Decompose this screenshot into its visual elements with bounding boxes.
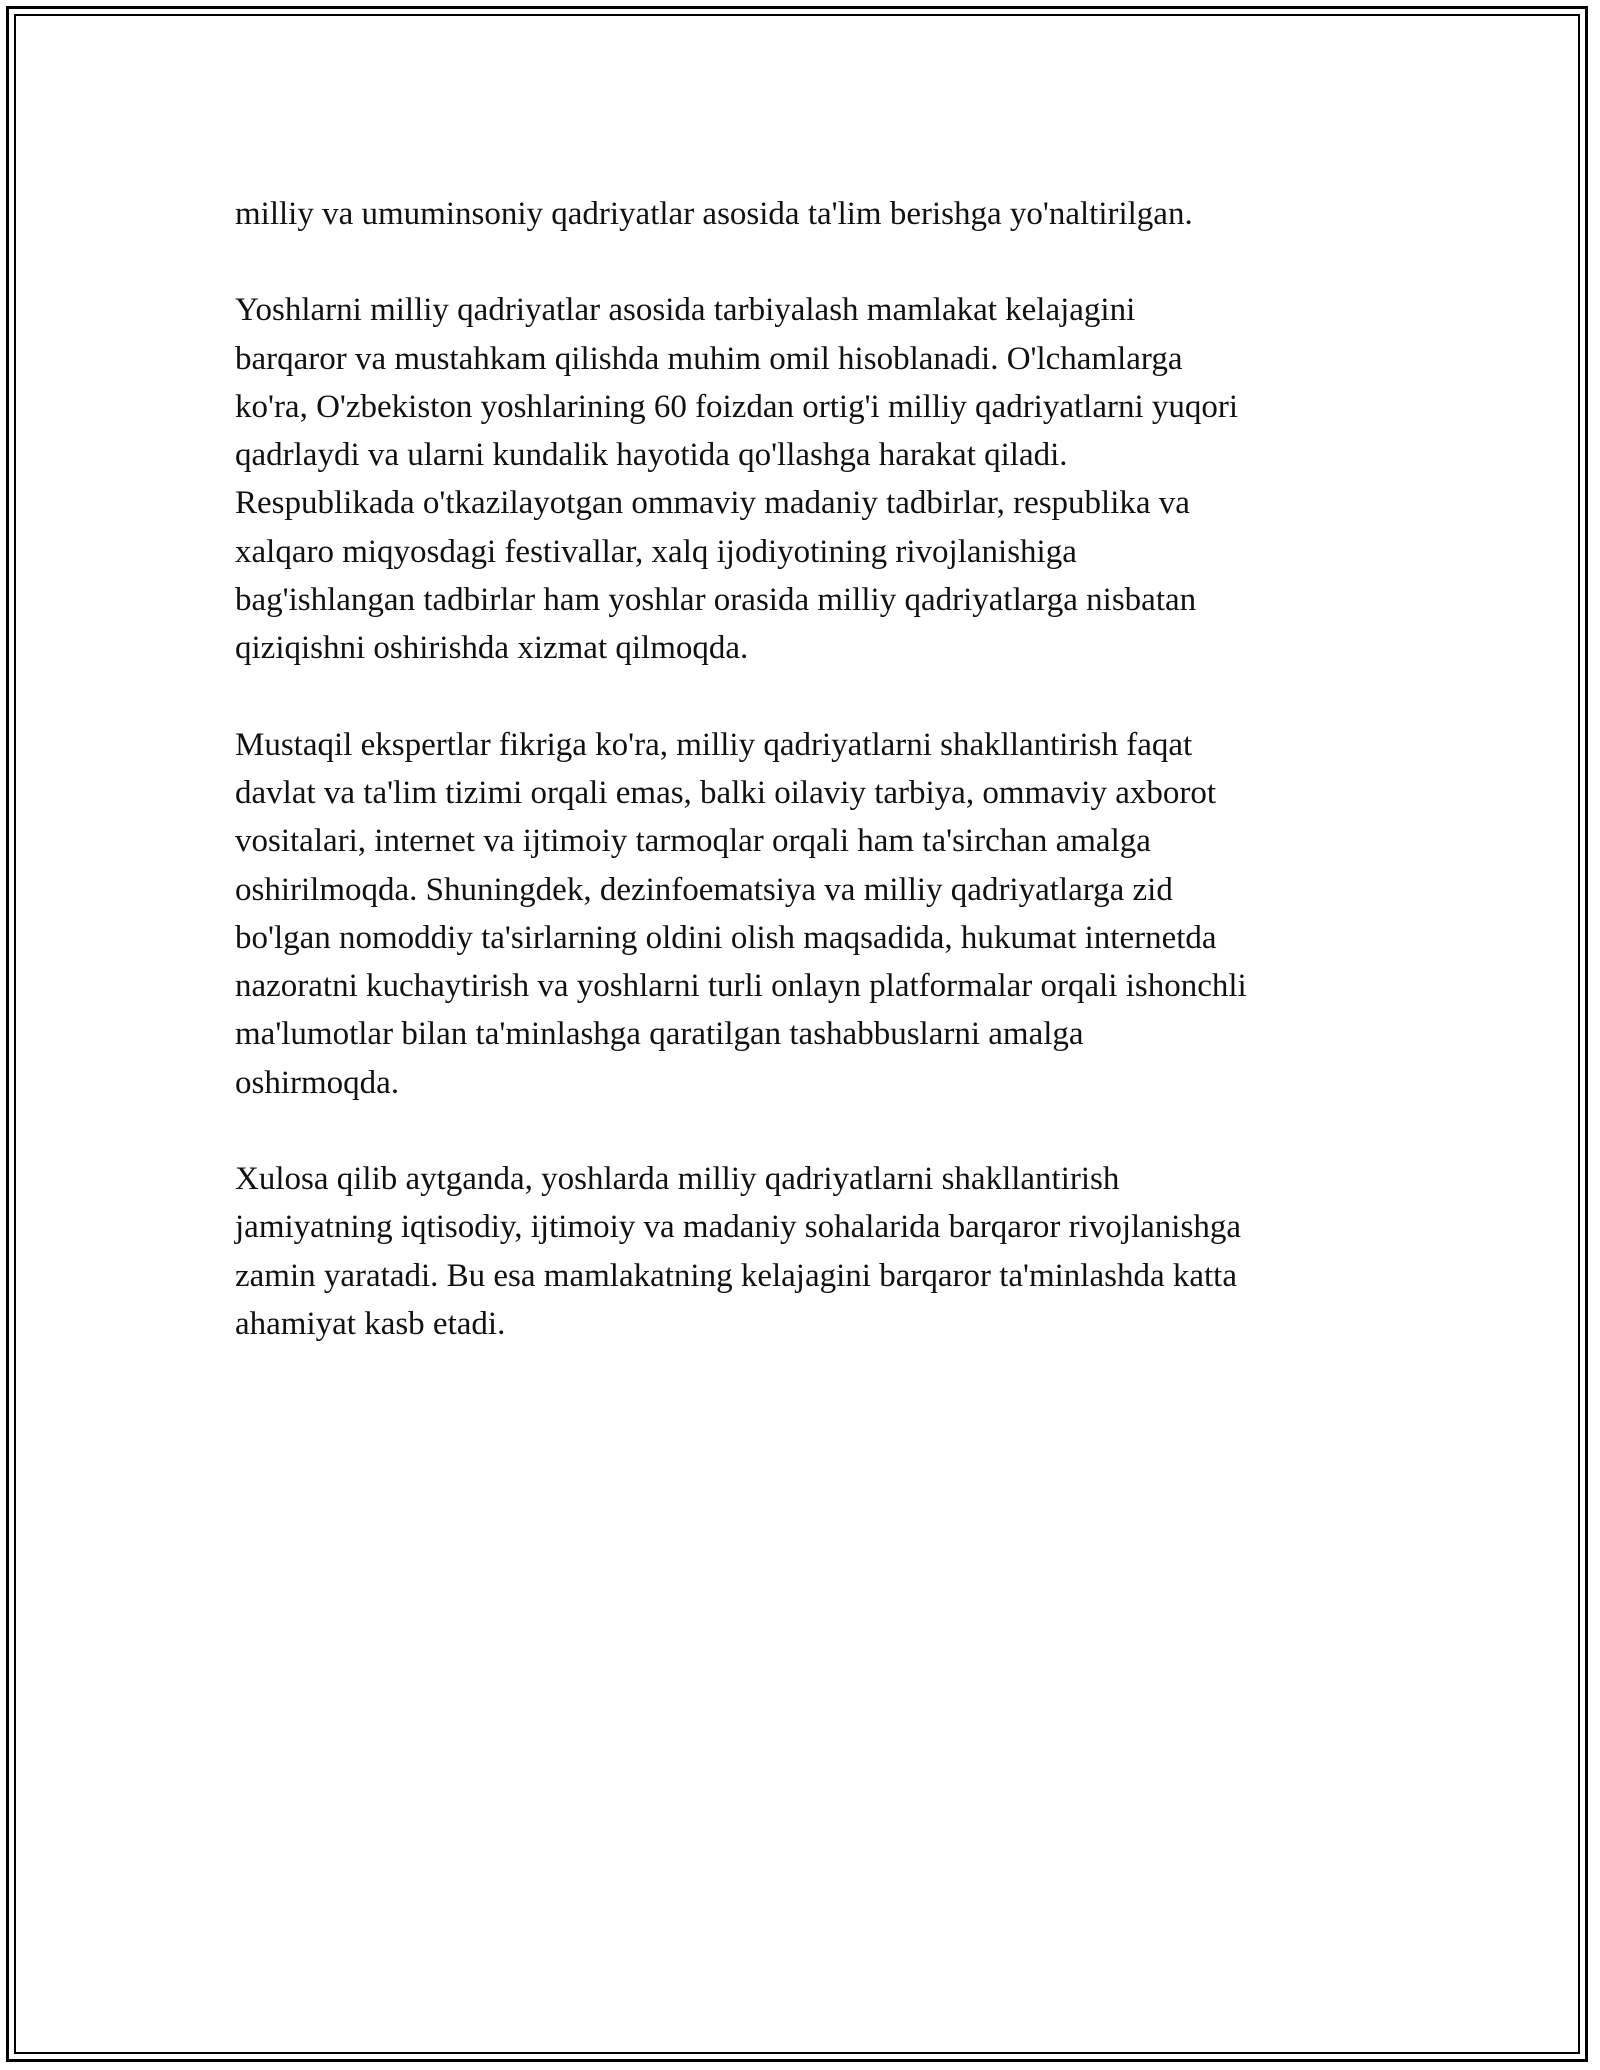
- document-body: [235, 190, 1385, 1396]
- text-line: barqaror va mustahkam qilishda muhim omil hisoblanadi. O'lchamlarga: [235, 340, 1183, 377]
- text-line: ma'lumotlar bilan ta'minlashga qaratilgan tashabbuslarni amalga: [235, 1016, 1084, 1053]
- text-line: davlat va ta'lim tizimi orqali emas, balki oilaviy tarbiya, ommaviy axborot: [235, 774, 1217, 811]
- text-line: nazoratni kuchaytirish va yoshlarni turli onlayn platformalar orqali ishonchli: [235, 968, 1247, 1005]
- text-line: jamiyatning iqtisodiy, ijtimoiy va madaniy sohalarida barqaror rivojlanishga: [235, 1209, 1241, 1246]
- text-line: milliy va umuminsoniy qadriyatlar asosida ta'lim berishga yo'naltirilgan.: [235, 196, 1193, 232]
- text-line: oshirilmoqda. Shuningdek, dezinfoematsiya va milliy qadriyatlarga zid: [235, 871, 1173, 908]
- paragraph-1: [235, 190, 1385, 238]
- text-line: oshirmoqda.: [235, 1064, 400, 1101]
- text-line: bo'lgan nomoddiy ta'sirlarning oldini olish maqsadida, hukumat internetda: [235, 919, 1217, 956]
- text-line: qadrlaydi va ularni kundalik hayotida qo'llashga harakat qiladi.: [235, 437, 1068, 474]
- text-line: bag'ishlangan tadbirlar ham yoshlar orasida milliy qadriyatlarga nisbatan: [235, 582, 1197, 619]
- text-line: Yoshlarni milliy qadriyatlar asosida tarbiyalash mamlakat kelajagini: [235, 292, 1136, 329]
- paragraph-2: [235, 286, 1385, 672]
- text-line: Mustaqil ekspertlar fikriga ko'ra, milliy qadriyatlarni shakllantirish faqat: [235, 726, 1193, 763]
- text-line: vositalari, internet va ijtimoiy tarmoqlar orqali ham ta'sirchan amalga: [235, 823, 1151, 860]
- text-line: ahamiyat kasb etadi.: [235, 1305, 506, 1342]
- text-line: Respublikada o'tkazilayotgan ommaviy madaniy tadbirlar, respublika va: [235, 485, 1190, 522]
- text-line: zamin yaratadi. Bu esa mamlakatning kelajagini barqaror ta'minlashda katta: [235, 1257, 1237, 1294]
- text-line: qiziqishni oshirishda xizmat qilmoqda.: [235, 630, 749, 667]
- text-line: xalqaro miqyosdagi festivallar, xalq ijodiyotining rivojlanishiga: [235, 533, 1077, 570]
- text-line: Xulosa qilib aytganda, yoshlarda milliy qadriyatlarni shakllantirish: [235, 1161, 1120, 1198]
- text-line: ko'ra, O'zbekiston yoshlarining 60 foizdan ortig'i milliy qadriyatlarni yuqori: [235, 388, 1239, 425]
- paragraph-4: [235, 1155, 1385, 1348]
- paragraph-3: [235, 721, 1385, 1107]
